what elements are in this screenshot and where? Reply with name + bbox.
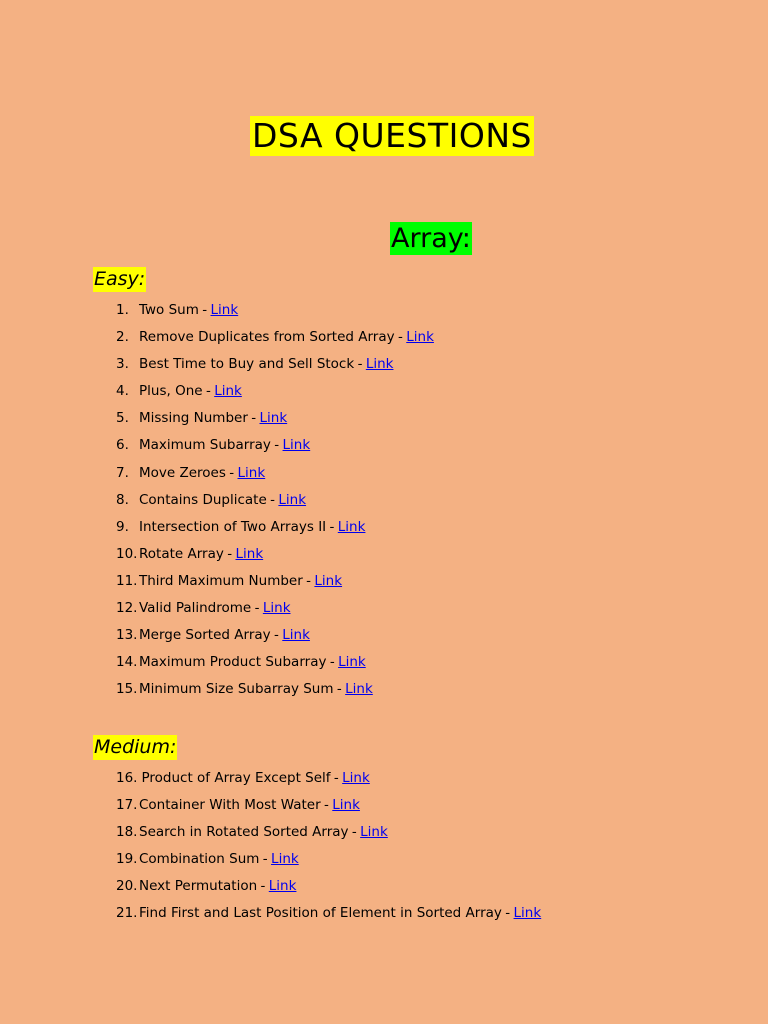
- question-item: 15. Minimum Size Subarray Sum - Link: [116, 676, 434, 703]
- question-item: 8. Contains Duplicate - Link: [116, 487, 434, 514]
- question-number: 18.: [116, 824, 138, 841]
- level-heading-easy: Easy:: [94, 268, 146, 290]
- question-link[interactable]: Link: [210, 302, 239, 318]
- question-title: Combination Sum: [139, 851, 260, 868]
- level-heading-medium: Medium:: [94, 736, 177, 758]
- question-link[interactable]: Link: [268, 878, 297, 895]
- question-number: 13.: [116, 627, 138, 644]
- question-title: Minimum Size Subarray Sum: [139, 681, 334, 698]
- question-title: Product of Array Except Self: [141, 770, 331, 786]
- question-title: Next Permutation: [139, 878, 258, 895]
- section-heading-array: Array:: [391, 223, 471, 254]
- question-number: 10.: [116, 545, 138, 562]
- question-title: Maximum Subarray: [139, 437, 271, 454]
- question-item: 1. Two Sum - Link: [116, 297, 434, 324]
- question-link[interactable]: Link: [513, 905, 542, 922]
- question-title: Contains Duplicate: [139, 491, 267, 508]
- question-number: 19.: [116, 851, 138, 868]
- question-link[interactable]: Link: [406, 329, 434, 346]
- page-title: DSA QUESTIONS: [252, 116, 532, 155]
- question-title: Third Maximum Number: [139, 572, 303, 589]
- question-link[interactable]: Link: [332, 797, 360, 814]
- question-title: Missing Number: [139, 410, 248, 427]
- question-link[interactable]: Link: [235, 545, 264, 562]
- question-number: 20.: [116, 878, 138, 895]
- question-number: 12.: [116, 600, 138, 617]
- question-item: 13. Merge Sorted Array - Link: [116, 622, 434, 649]
- question-link[interactable]: Link: [337, 518, 366, 535]
- question-item: 2. Remove Duplicates from Sorted Array - Link: [116, 324, 434, 351]
- question-item: 18. Search in Rotated Sorted Array - Link: [116, 819, 541, 846]
- question-link[interactable]: Link: [271, 851, 299, 868]
- easy-question-list: [116, 297, 434, 703]
- question-number: 8.: [116, 491, 129, 508]
- question-title: Two Sum: [139, 302, 199, 318]
- question-title: Plus, One: [139, 383, 203, 400]
- question-item: 16. Product of Array Except Self - Link: [116, 765, 541, 792]
- question-link[interactable]: Link: [282, 437, 311, 454]
- question-number: 17.: [116, 797, 138, 814]
- question-item: 7. Move Zeroes - Link: [116, 460, 434, 487]
- question-link[interactable]: Link: [282, 627, 310, 644]
- question-link[interactable]: Link: [360, 824, 388, 841]
- question-number: 14.: [116, 654, 138, 671]
- question-link[interactable]: Link: [259, 410, 288, 427]
- question-number: 7.: [116, 464, 129, 481]
- question-link[interactable]: Link: [314, 572, 343, 589]
- question-item: 17. Container With Most Water - Link: [116, 792, 541, 819]
- question-item: 4. Plus, One - Link: [116, 378, 434, 405]
- question-link[interactable]: Link: [278, 491, 307, 508]
- question-title: Rotate Array: [139, 545, 224, 562]
- question-item: 12. Valid Palindrome - Link: [116, 595, 434, 622]
- question-title: Move Zeroes: [139, 464, 226, 481]
- medium-question-list: [116, 765, 541, 928]
- question-title: Find First and Last Position of Element in Sorted Array: [139, 905, 502, 922]
- question-link[interactable]: Link: [345, 681, 373, 698]
- question-title: Best Time to Buy and Sell Stock: [139, 356, 355, 373]
- question-item: 11. Third Maximum Number - Link: [116, 568, 434, 595]
- question-title: Search in Rotated Sorted Array: [139, 824, 349, 841]
- question-title: Intersection of Two Arrays II: [139, 518, 327, 535]
- question-item: 21. Find First and Last Position of Element in Sorted Array - Link: [116, 900, 541, 927]
- question-number: 5.: [116, 410, 129, 427]
- question-title: Remove Duplicates from Sorted Array: [139, 329, 395, 346]
- question-item: 10. Rotate Array - Link: [116, 541, 434, 568]
- question-link[interactable]: Link: [342, 770, 370, 786]
- question-title: Container With Most Water: [139, 797, 321, 814]
- question-item: 14. Maximum Product Subarray - Link: [116, 649, 434, 676]
- question-number: 15.: [116, 681, 138, 698]
- question-item: 6. Maximum Subarray - Link: [116, 432, 434, 459]
- question-number: 4.: [116, 383, 129, 400]
- question-item: 20. Next Permutation - Link: [116, 873, 541, 900]
- question-number: 2.: [116, 329, 129, 346]
- question-link[interactable]: Link: [214, 383, 242, 400]
- question-link[interactable]: Link: [338, 654, 366, 671]
- question-link[interactable]: Link: [237, 464, 266, 481]
- question-item: 3. Best Time to Buy and Sell Stock - Link: [116, 351, 434, 378]
- question-number: 1.: [116, 302, 129, 318]
- question-title: Maximum Product Subarray: [139, 654, 327, 671]
- question-title: Merge Sorted Array: [139, 627, 271, 644]
- question-item: 5. Missing Number - Link: [116, 405, 434, 432]
- question-item: 9. Intersection of Two Arrays II - Link: [116, 514, 434, 541]
- question-title: Valid Palindrome: [139, 600, 252, 617]
- question-number: 9.: [116, 518, 129, 535]
- question-number: 21.: [116, 905, 138, 922]
- question-number: 11.: [116, 572, 138, 589]
- question-number: 3.: [116, 356, 129, 373]
- question-number: 16.: [116, 770, 138, 786]
- question-item: 19. Combination Sum - Link: [116, 846, 541, 873]
- question-link[interactable]: Link: [365, 356, 394, 373]
- question-link[interactable]: Link: [262, 600, 291, 617]
- question-number: 6.: [116, 437, 129, 454]
